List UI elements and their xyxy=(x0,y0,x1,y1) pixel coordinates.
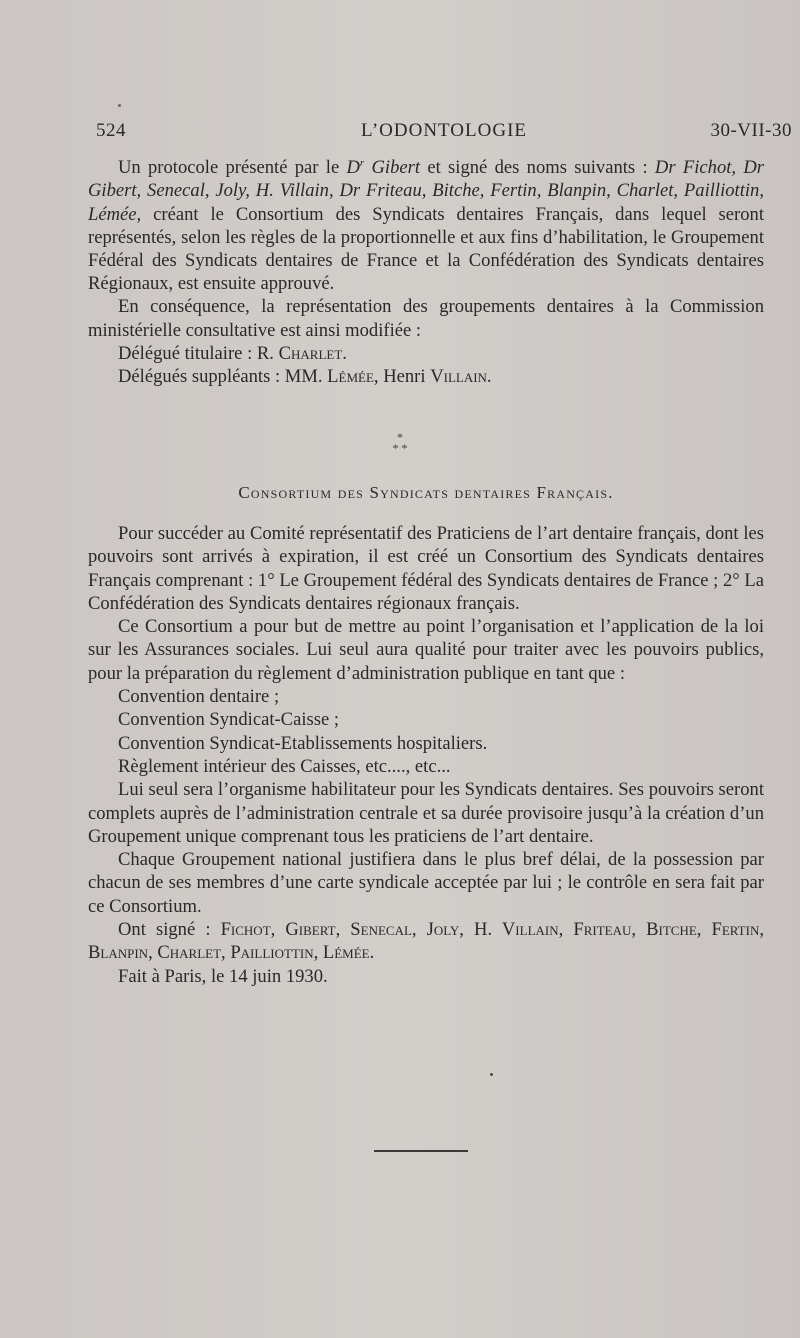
asterism-bottom: * * xyxy=(392,441,408,455)
page-header xyxy=(96,120,792,146)
paragraph-authority: Lui seul sera l’organisme habilitateur pour les Syndicats dentaires. Ses pouvoirs seront complets auprès de l’administration centrale et sa durée provisoire jusqu’à la création d’un Groupement unique comprenant tous les praticiens de l’art dentaire. xyxy=(88,779,764,847)
paragraph-justification: Chaque Groupement national justifiera dans le plus bref délai, de la possession par chacun de ses membres d’une carte syndicale acceptée par lui ; le contrôle en sera fait par ce Consortium. xyxy=(88,849,764,917)
end-rule xyxy=(374,1150,468,1152)
paragraph-creation: Pour succéder au Comité représentatif des Praticiens de l’art dentaire français, dont les pouvoirs sont arrivés à expiration, il est créé un Consortium des Syndicats dentaires Français comprenant : 1° Le Groupement fédéral des Syndicats dentaires de France ; 2° La Confédération des Syndicats dentaires régionaux français. xyxy=(88,523,764,614)
list-item: Convention Syndicat-Etablissements hospitaliers. xyxy=(118,732,488,754)
paragraph-signatories: Ont signé : Fichot, Gibert, Senecal, Joly, H. Villain, Friteau, Bitche, Fertin, Blanpin, Charlet, Pailliottin, Lémée. xyxy=(88,919,764,964)
section-consortium xyxy=(88,522,764,988)
list-item: Convention Syndicat-Caisse ; xyxy=(118,709,340,731)
dr-prefix: $D^r$ Gibert xyxy=(346,157,421,179)
page-number: 524 xyxy=(96,120,126,141)
protocol-mid-text: et signé des noms suivants : xyxy=(420,157,655,179)
delegate-titular: Délégué titulaire : R. Charlet. xyxy=(118,342,347,364)
list-item: Règlement intérieur des Caisses, etc...., etc... xyxy=(118,755,451,777)
paragraph-protocol xyxy=(88,152,764,295)
page-speck xyxy=(118,104,121,107)
asterism-top: * xyxy=(397,430,403,444)
journal-title: L’ODONTOLOGIE xyxy=(360,120,528,141)
protocol-rest-text: créant le Consortium des Syndicats dentaires Français, dans lequel seront représentés, selon les règles de la proportionnelle et aux fins d’habilitation, le Groupement Fédéral des Syndicats dentaires de France et la Confédération des Syndicats dentaires Régionaux, est ensuite approuvé. xyxy=(88,203,764,295)
section-protocol xyxy=(88,152,764,388)
protocol-lead-text: Un protocole présenté par le xyxy=(118,157,347,179)
issue-date: 30-VII-30 xyxy=(710,120,792,141)
section-heading: Consortium des Syndicats dentaires Français. xyxy=(238,483,614,502)
paragraph-date-place: Fait à Paris, le 14 juin 1930. xyxy=(118,965,328,987)
signatories-list: Dr Fichot, Dr Gibert, Senecal, Joly, H. Villain, Dr Friteau, Bitche, Fertin, Blanpin, Charlet, Pailliottin, Lémée, xyxy=(88,157,765,225)
paragraph-purpose: Ce Consortium a pour but de mettre au point l’organisation et l’application de la loi sur les Assurances sociales. Lui seul aura qualité pour traiter avec les pouvoirs publics, pour la préparation du règlement d’administration publique en tant que : xyxy=(88,616,764,684)
paragraph-consequence: En conséquence, la représentation des groupements dentaires à la Commission ministérielle consultative est ainsi modifiée : xyxy=(88,296,764,341)
asterism-divider xyxy=(380,432,420,454)
delegate-substitutes: Délégués suppléants : MM. Lémée, Henri Villain. xyxy=(118,366,492,388)
list-item: Convention dentaire ; xyxy=(118,686,280,708)
ink-dot xyxy=(490,1073,493,1076)
